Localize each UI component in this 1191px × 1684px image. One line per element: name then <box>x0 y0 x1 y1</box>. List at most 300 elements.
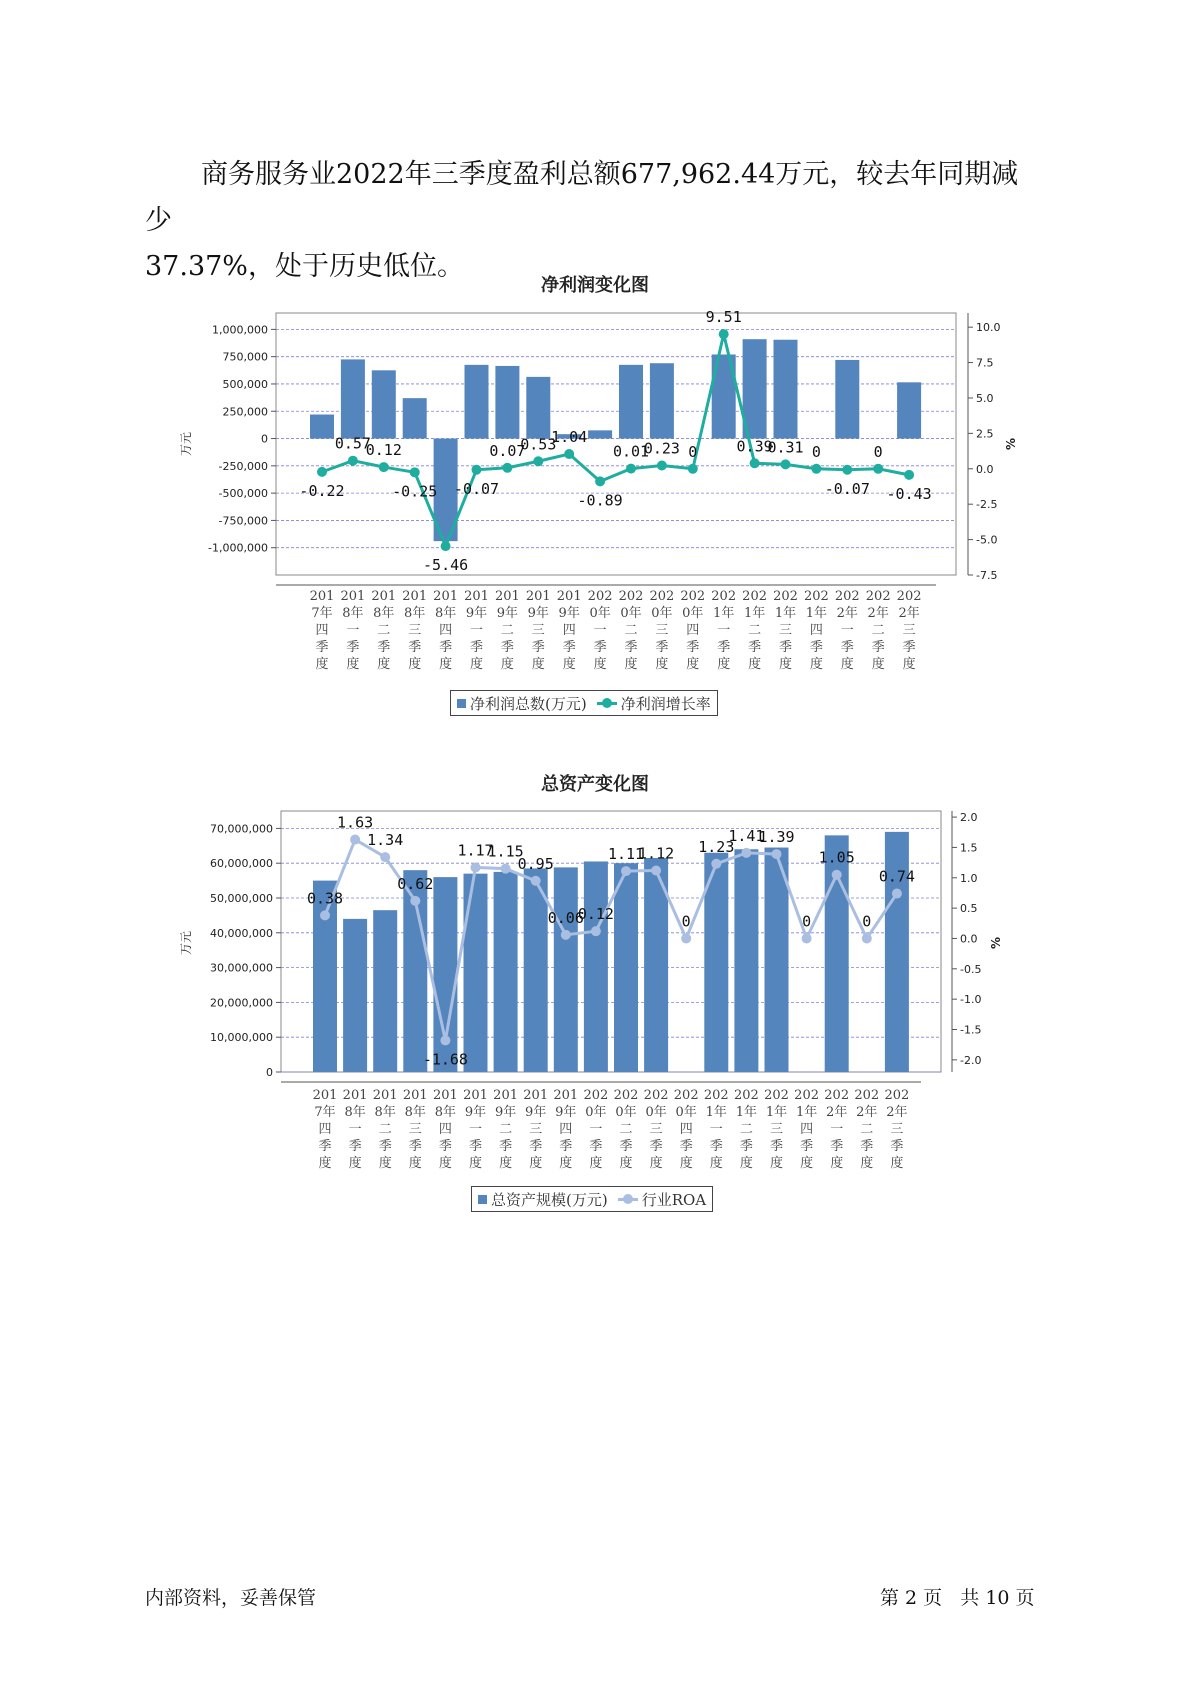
category-label: 一 <box>840 623 854 638</box>
category-label: 度 <box>860 1156 874 1171</box>
category-label: 度 <box>469 657 484 672</box>
category-label: 202 <box>742 589 768 604</box>
category-label: 度 <box>408 657 422 672</box>
category-label: 8年 <box>434 606 457 621</box>
category-label: 季 <box>778 640 793 655</box>
category-label: 1年 <box>705 1105 727 1120</box>
chart1-legend-bar: 净利润总数(万元) <box>470 694 587 713</box>
category-label: 201 <box>463 1088 488 1103</box>
category-label: 一 <box>469 623 484 638</box>
category-label: 0年 <box>645 1105 667 1120</box>
category-label: 度 <box>348 1156 362 1171</box>
category-label: 9年 <box>525 1105 547 1120</box>
data-label: 0.57 <box>334 434 371 453</box>
paragraph-line-1: 商务服务业2022年三季度盈利总额677,962.44万元，较去年同期减少 <box>145 159 1019 236</box>
category-label: 9年 <box>527 606 549 621</box>
y2-tick-label: 10.0 <box>976 321 1001 335</box>
category-label: 度 <box>529 1156 543 1171</box>
category-label: 度 <box>902 657 916 672</box>
category-label: 201 <box>402 1088 428 1103</box>
y2-tick-label: -2.5 <box>976 498 998 512</box>
line-point <box>440 1035 450 1045</box>
category-label: 季 <box>378 1139 392 1154</box>
line-point <box>561 930 571 940</box>
category-label: 季 <box>830 1139 844 1154</box>
data-label: 0.12 <box>577 905 614 924</box>
data-label: -0.07 <box>453 479 500 498</box>
category-label: 二 <box>739 1122 753 1137</box>
data-label: 1.41 <box>728 826 765 845</box>
category-label: 度 <box>769 1156 784 1171</box>
y-tick-label: -250,000 <box>218 459 268 473</box>
category-label: 度 <box>318 1156 332 1171</box>
category-label: 201 <box>523 1088 549 1103</box>
category-label: 2年 <box>867 606 889 621</box>
line-point <box>501 864 511 874</box>
category-label: 三 <box>890 1122 904 1137</box>
category-label: 201 <box>525 589 551 604</box>
bar <box>494 872 518 1072</box>
line-point <box>380 852 390 862</box>
category-label: 202 <box>773 589 798 604</box>
category-label: 201 <box>493 1088 519 1103</box>
category-label: 202 <box>643 1088 669 1103</box>
data-label: 1.04 <box>551 428 588 447</box>
category-label: 度 <box>830 1156 844 1171</box>
category-label: 三 <box>408 623 422 638</box>
data-label: 0.38 <box>306 889 344 908</box>
category-label: 季 <box>529 1139 543 1154</box>
y-tick-label: -1,000,000 <box>208 541 268 555</box>
category-label: 一 <box>830 1122 844 1137</box>
category-label: 度 <box>748 657 762 672</box>
category-label: 度 <box>624 657 638 672</box>
category-label: 8年 <box>404 1105 426 1120</box>
y2-tick-label: -1.0 <box>960 993 982 1007</box>
category-label: 季 <box>439 640 453 655</box>
y-tick-label: -750,000 <box>218 514 268 528</box>
y2-tick-label: 7.5 <box>976 356 994 370</box>
category-label: 度 <box>438 1156 452 1171</box>
category-label: 度 <box>739 1156 753 1171</box>
category-label: 季 <box>769 1139 784 1154</box>
category-label: 度 <box>593 657 607 672</box>
bar-swatch-icon <box>478 1195 487 1204</box>
bar <box>554 867 578 1072</box>
category-label: 季 <box>890 1139 904 1154</box>
category-label: 季 <box>624 640 638 655</box>
category-label: 202 <box>618 589 644 604</box>
footer-page-number: 第 2 页 共 10 页 <box>880 1587 1035 1609</box>
data-label: 0.01 <box>612 442 650 461</box>
category-label: 季 <box>840 640 854 655</box>
category-label: 一 <box>346 623 360 638</box>
y-tick-label: 1,000,000 <box>212 323 268 337</box>
line-point <box>711 859 721 869</box>
category-label: 9年 <box>494 1105 517 1120</box>
bar <box>734 849 758 1072</box>
y-tick-label: 0 <box>261 432 268 446</box>
category-label: 202 <box>587 589 613 604</box>
category-label: 三 <box>655 623 669 638</box>
line-point <box>350 835 360 845</box>
category-label: 2年 <box>856 1105 878 1120</box>
data-label: 0 <box>873 442 883 461</box>
category-label: 季 <box>438 1139 452 1154</box>
data-label: -0.89 <box>577 491 623 510</box>
category-label: 四 <box>679 1122 693 1137</box>
category-label: 度 <box>679 1156 693 1171</box>
category-label: 四 <box>686 623 700 638</box>
category-label: 202 <box>884 1088 910 1103</box>
y-tick-label: 50,000,000 <box>210 892 273 905</box>
y2-tick-label: 0.0 <box>960 932 978 946</box>
y2-axis-label: % <box>1004 437 1018 451</box>
category-label: 度 <box>778 657 793 672</box>
category-label: 度 <box>408 1156 422 1171</box>
category-label: 季 <box>655 640 669 655</box>
category-label: 202 <box>824 1088 850 1103</box>
category-label: 201 <box>464 589 489 604</box>
category-label: 8年 <box>434 1105 457 1120</box>
data-label: 0.53 <box>520 435 557 454</box>
bar <box>464 874 488 1072</box>
category-label: 季 <box>500 640 514 655</box>
chart2-legend-line: 行业ROA <box>641 1190 707 1209</box>
category-label: 度 <box>655 657 669 672</box>
category-label: 2年 <box>826 1105 848 1120</box>
category-label: 1年 <box>735 1105 758 1120</box>
category-label: 四 <box>562 623 576 638</box>
category-label: 1年 <box>743 606 766 621</box>
category-label: 度 <box>377 657 391 672</box>
category-label: 8年 <box>342 606 364 621</box>
line-point <box>531 876 541 886</box>
category-label: 季 <box>619 1139 633 1154</box>
category-label: 季 <box>709 1139 723 1154</box>
category-label: 度 <box>709 1156 723 1171</box>
line-point <box>471 862 481 872</box>
category-label: 202 <box>803 589 829 604</box>
category-label: 季 <box>469 640 484 655</box>
category-label: 三 <box>649 1122 663 1137</box>
data-label: 1.11 <box>607 845 645 864</box>
category-label: 一 <box>709 1122 723 1137</box>
category-label: 季 <box>408 640 422 655</box>
category-label: 201 <box>494 589 520 604</box>
category-label: 202 <box>649 589 675 604</box>
category-label: 季 <box>748 640 762 655</box>
category-label: 8年 <box>344 1105 366 1120</box>
category-label: 季 <box>318 1139 332 1154</box>
data-label: 0 <box>811 442 821 461</box>
category-label: 202 <box>673 1088 699 1103</box>
y2-tick-label: 2.0 <box>960 811 978 825</box>
category-label: 度 <box>378 1156 392 1171</box>
y-tick-label: 40,000,000 <box>210 926 273 940</box>
category-label: 201 <box>556 589 582 604</box>
chart1-title: 净利润变化图 <box>541 275 649 296</box>
footer-confidential: 内部资料，妥善保管 <box>145 1587 317 1609</box>
category-label: 202 <box>711 589 737 604</box>
category-label: 季 <box>408 1139 422 1154</box>
category-label: 7年 <box>314 1105 336 1120</box>
y-tick-label: 250,000 <box>222 405 268 419</box>
category-label: 1年 <box>805 606 828 621</box>
y2-tick-label: 1.0 <box>960 871 978 885</box>
category-label: 8年 <box>374 1105 396 1120</box>
data-label: 0.39 <box>736 437 773 456</box>
category-label: 1年 <box>765 1105 788 1120</box>
category-label: 1年 <box>774 606 797 621</box>
category-label: 202 <box>764 1088 789 1103</box>
data-label: -0.22 <box>299 481 345 500</box>
category-label: 度 <box>559 1156 573 1171</box>
bar <box>373 910 397 1072</box>
line-point <box>681 933 691 943</box>
chart1-legend-line: 净利润增长率 <box>620 694 711 713</box>
category-label: 度 <box>346 657 360 672</box>
y-axis-label: 万元 <box>179 431 193 457</box>
y2-tick-label: 2.5 <box>976 427 994 441</box>
y-tick-label: 10,000,000 <box>210 1031 273 1045</box>
category-label: 201 <box>432 1088 458 1103</box>
category-label: 0年 <box>675 1105 697 1120</box>
category-label: 四 <box>315 623 329 638</box>
category-label: 四 <box>559 1122 573 1137</box>
data-label: 9.51 <box>705 308 742 327</box>
category-label: 二 <box>624 623 638 638</box>
category-label: 9年 <box>555 1105 577 1120</box>
category-label: 季 <box>562 640 576 655</box>
category-label: 2年 <box>886 1105 908 1120</box>
data-label: 0.74 <box>878 867 915 886</box>
y-tick-label: -500,000 <box>218 487 268 501</box>
line-point <box>621 866 631 876</box>
bar <box>584 861 608 1072</box>
data-label: -0.07 <box>824 479 870 498</box>
category-label: 201 <box>309 589 335 604</box>
data-label: 1.34 <box>367 831 404 850</box>
category-label: 季 <box>717 640 731 655</box>
data-label: -5.46 <box>423 556 469 575</box>
data-label: 0.06 <box>547 908 584 927</box>
data-label: 0.62 <box>397 874 434 893</box>
category-label: 三 <box>902 623 916 638</box>
category-label: 季 <box>686 640 700 655</box>
category-label: 四 <box>439 623 453 638</box>
category-label: 二 <box>871 623 885 638</box>
data-label: -1.68 <box>422 1050 468 1069</box>
category-label: 9年 <box>465 606 488 621</box>
line-point <box>320 910 330 920</box>
category-label: 201 <box>371 589 397 604</box>
category-label: 202 <box>583 1088 609 1103</box>
category-label: 度 <box>840 657 854 672</box>
y2-tick-label: -5.0 <box>976 533 998 547</box>
y2-tick-label: 0.5 <box>960 902 978 916</box>
category-label: 8年 <box>373 606 395 621</box>
data-label: -0.43 <box>886 484 932 503</box>
bar <box>313 881 337 1072</box>
chart2-legend <box>471 1186 713 1212</box>
bar <box>614 863 638 1072</box>
category-label: 0年 <box>682 606 704 621</box>
category-label: 0年 <box>615 1105 637 1120</box>
category-label: 季 <box>377 640 391 655</box>
category-label: 一 <box>589 1122 603 1137</box>
category-label: 度 <box>439 657 453 672</box>
chart2-title: 总资产变化图 <box>541 774 649 795</box>
category-label: 季 <box>800 1139 814 1154</box>
category-label: 季 <box>315 640 329 655</box>
data-label: 1.15 <box>487 842 524 861</box>
category-label: 202 <box>854 1088 880 1103</box>
category-label: 三 <box>408 1122 422 1137</box>
category-label: 二 <box>500 623 514 638</box>
data-label: 0.23 <box>643 439 680 458</box>
data-label: 1.12 <box>638 844 675 863</box>
category-label: 8年 <box>404 606 426 621</box>
line-point <box>651 865 661 875</box>
category-label: 季 <box>499 1139 513 1154</box>
data-label: 1.05 <box>818 848 855 867</box>
category-label: 一 <box>468 1122 483 1137</box>
category-label: 2年 <box>898 606 920 621</box>
category-label: 度 <box>468 1156 483 1171</box>
line-point <box>772 849 782 859</box>
category-label: 季 <box>860 1139 874 1154</box>
y-tick-label: 0 <box>266 1066 273 1079</box>
y2-tick-label: 1.5 <box>960 841 978 855</box>
category-label: 度 <box>809 657 823 672</box>
line-marker-icon <box>618 1194 638 1204</box>
y-tick-label: 750,000 <box>222 350 268 364</box>
data-label: 0.31 <box>767 438 804 457</box>
category-label: 季 <box>593 640 607 655</box>
y-tick-label: 20,000,000 <box>210 996 273 1010</box>
category-label: 0年 <box>585 1105 607 1120</box>
category-label: 四 <box>809 623 823 638</box>
category-label: 度 <box>499 1156 513 1171</box>
category-label: 季 <box>346 640 360 655</box>
y2-tick-label: -7.5 <box>976 569 998 582</box>
category-label: 三 <box>769 1122 784 1137</box>
category-label: 一 <box>593 623 607 638</box>
category-label: 度 <box>800 1156 814 1171</box>
line-point <box>892 889 902 899</box>
category-label: 度 <box>619 1156 633 1171</box>
y2-axis-label: % <box>989 936 1003 950</box>
y-tick-label: 30,000,000 <box>210 961 273 975</box>
data-label: 1.39 <box>758 828 795 847</box>
category-label: 二 <box>860 1122 874 1137</box>
category-label: 201 <box>372 1088 398 1103</box>
category-label: 度 <box>315 657 329 672</box>
category-label: 四 <box>800 1122 814 1137</box>
category-label: 度 <box>562 657 576 672</box>
data-label: 1.63 <box>337 813 374 832</box>
chart2-legend-bar: 总资产规模(万元) <box>491 1190 608 1209</box>
category-label: 0年 <box>620 606 642 621</box>
category-label: 度 <box>686 657 700 672</box>
category-label: 二 <box>499 1122 513 1137</box>
category-label: 201 <box>553 1088 579 1103</box>
line-point <box>591 926 601 936</box>
category-label: 202 <box>613 1088 639 1103</box>
category-label: 二 <box>748 623 762 638</box>
category-label: 1年 <box>713 606 735 621</box>
category-label: 201 <box>402 589 428 604</box>
category-label: 202 <box>794 1088 820 1103</box>
category-label: 202 <box>896 589 922 604</box>
category-label: 0年 <box>589 606 611 621</box>
data-label: -0.25 <box>392 482 438 501</box>
category-label: 一 <box>717 623 731 638</box>
category-label: 9年 <box>464 1105 487 1120</box>
data-label: 0 <box>688 442 698 461</box>
category-label: 四 <box>438 1122 452 1137</box>
line-point <box>802 933 812 943</box>
category-label: 202 <box>703 1088 729 1103</box>
data-label: 0 <box>862 912 872 931</box>
y-tick-label: 60,000,000 <box>210 857 273 871</box>
category-label: 度 <box>649 1156 663 1171</box>
category-label: 度 <box>531 657 545 672</box>
category-label: 一 <box>348 1122 362 1137</box>
category-label: 202 <box>733 1088 759 1103</box>
data-label: 0 <box>681 912 691 931</box>
line-point <box>741 848 751 858</box>
category-label: 季 <box>559 1139 573 1154</box>
category-label: 202 <box>834 589 860 604</box>
category-label: 季 <box>871 640 885 655</box>
line-point <box>410 896 420 906</box>
y2-tick-label: -1.5 <box>960 1023 982 1037</box>
category-label: 度 <box>500 657 514 672</box>
category-label: 季 <box>679 1139 693 1154</box>
y2-tick-label: 0.0 <box>976 462 994 476</box>
category-label: 季 <box>902 640 916 655</box>
category-label: 季 <box>348 1139 362 1154</box>
category-label: 季 <box>468 1139 483 1154</box>
y2-tick-label: 5.0 <box>976 391 994 405</box>
category-label: 二 <box>619 1122 633 1137</box>
data-label: 0.07 <box>489 441 526 460</box>
y-axis-label: 万元 <box>179 930 193 956</box>
category-label: 2年 <box>836 606 858 621</box>
data-label: 1.17 <box>457 841 494 860</box>
category-label: 201 <box>433 589 459 604</box>
paragraph-line-2: 37.37%，处于历史低位。 <box>145 251 464 282</box>
category-label: 三 <box>531 623 545 638</box>
category-label: 季 <box>809 640 823 655</box>
category-label: 9年 <box>496 606 519 621</box>
category-label: 四 <box>318 1122 332 1137</box>
category-label: 201 <box>312 1088 338 1103</box>
line-point <box>832 870 842 880</box>
y-tick-label: 500,000 <box>222 377 268 391</box>
category-label: 0年 <box>651 606 673 621</box>
category-label: 三 <box>778 623 793 638</box>
category-label: 9年 <box>558 606 580 621</box>
category-label: 三 <box>529 1122 543 1137</box>
category-label: 201 <box>340 589 366 604</box>
line-point <box>862 933 872 943</box>
category-label: 度 <box>871 657 885 672</box>
y2-tick-label: -0.5 <box>960 962 982 976</box>
category-label: 度 <box>717 657 731 672</box>
